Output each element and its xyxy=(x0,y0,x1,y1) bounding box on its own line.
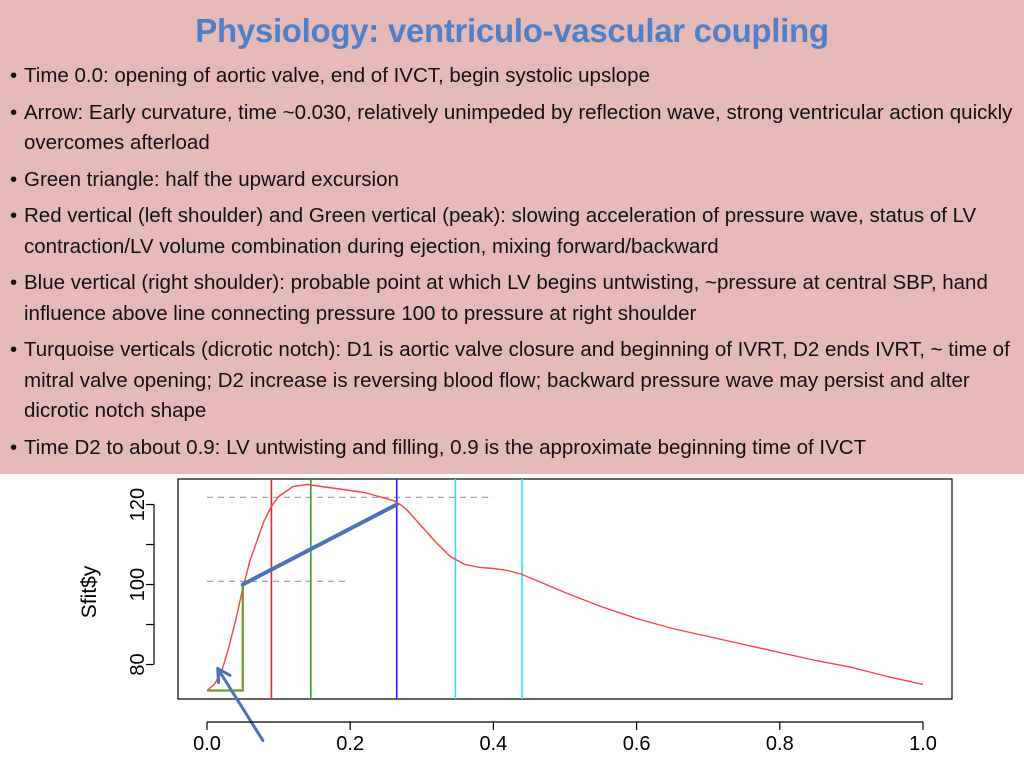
bullet-text: Blue vertical (right shoulder): probable point at which LV begins untwisting, ~pressure at central SBP, hand influence above line connecting pressure 100 to pressure at right shoulder xyxy=(24,271,988,325)
chart-content xyxy=(127,479,952,755)
x-tick-label: 0.8 xyxy=(765,733,794,755)
bullet-symbol: • xyxy=(10,204,18,227)
bullet-item xyxy=(8,165,1016,196)
bullet-symbol: • xyxy=(10,338,18,361)
bullet-item xyxy=(8,335,1016,427)
pressure-curve-line xyxy=(207,485,923,691)
x-tick-label: 0.4 xyxy=(479,733,508,755)
y-tick-label: 120 xyxy=(127,487,149,522)
bullet-item xyxy=(8,201,1016,262)
pressure-chart xyxy=(0,474,1024,768)
green-triangle xyxy=(207,585,243,691)
y-axis-label: Sfit$y xyxy=(78,565,101,619)
bullet-text: Time D2 to about 0.9: LV untwisting and filling, 0.9 is the approximate beginning time of IVCT xyxy=(24,435,867,459)
bullet-symbol: • xyxy=(10,435,18,459)
bullet-symbol: • xyxy=(10,271,18,294)
bullet-symbol: • xyxy=(10,100,18,124)
bullet-list xyxy=(8,61,1016,469)
x-tick-label: 0.2 xyxy=(336,733,365,755)
y-tick-label: 80 xyxy=(127,653,149,676)
plot-frame xyxy=(178,479,952,699)
annotation-arrow-shaft xyxy=(218,669,263,741)
y-tick-label: 100 xyxy=(127,567,149,602)
bullet-text: Turquoise verticals (dicrotic notch): D1 is aortic valve closure and beginning of IVRT, D2 ends IVRT, ~ time of mitral valve opening; D2 increase is reversing blood flow; backward pressure wave may persist and alter dicrotic notch shape xyxy=(24,338,1010,422)
bullet-text: Green triangle: half the upward excursion xyxy=(24,167,399,191)
bullet-text: Red vertical (left shoulder) and Green vertical (peak): slowing acceleration of pressure wave, status of LV contraction/LV volume combination during ejection, mixing forward/backward xyxy=(24,204,977,258)
bullet-symbol: • xyxy=(10,64,18,87)
x-tick-label: 1.0 xyxy=(909,733,937,755)
bullet-text: Time 0.0: opening of aortic valve, end of IVCT, begin systolic upslope xyxy=(24,64,650,87)
bullet-item xyxy=(8,98,1016,159)
bullet-symbol: • xyxy=(10,167,18,191)
bullet-item xyxy=(8,433,1016,464)
x-tick-label: 0.6 xyxy=(622,733,651,755)
bullet-text: Arrow: Early curvature, time ~0.030, relatively unimpeded by reflection wave, strong ventricular action quickly overcomes afterload xyxy=(24,100,1013,154)
bullet-item xyxy=(8,61,1016,92)
slide-title: Physiology: ventriculo-vascular coupling xyxy=(195,12,829,49)
bullet-item xyxy=(8,268,1016,329)
x-tick-label: 0.0 xyxy=(193,733,221,755)
